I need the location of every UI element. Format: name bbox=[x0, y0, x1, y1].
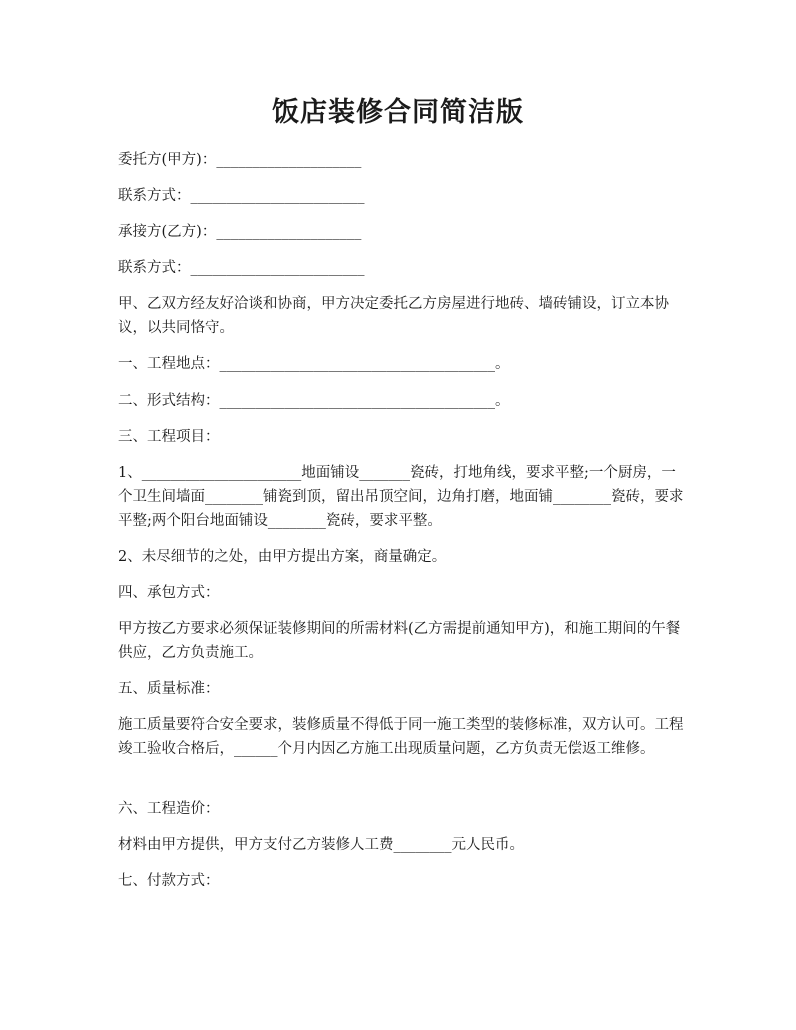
party-a-line: 委托方(甲方)：____________________ bbox=[118, 152, 362, 168]
project-item-2: 2、未尽细节的之处，由甲方提出方案，商量确定。 bbox=[118, 549, 447, 565]
party-b-line: 承接方(乙方)：____________________ bbox=[118, 224, 362, 240]
project-item-1: 1、______________________地面铺设_______瓷砖，打地角线，要求平整;一个厨房，一个卫生间墙面________铺瓷到顶，留出吊顶空间，边角打磨，地面铺________瓷砖，要求平整;两个阳台地面铺设________瓷砖，要求平整。 bbox=[118, 465, 684, 529]
cost-paragraph: 材料由甲方提供，甲方支付乙方装修人工费________元人民币。 bbox=[118, 837, 524, 853]
section-5-heading: 五、质量标准： bbox=[118, 681, 220, 697]
section-1-location: 一、工程地点：______________________________________。 bbox=[118, 356, 510, 372]
section-2-structure: 二、形式结构：______________________________________。 bbox=[118, 393, 510, 409]
document-title: 饭店装修合同简洁版 bbox=[272, 97, 524, 128]
party-b-contact-line: 联系方式：________________________ bbox=[118, 260, 365, 276]
contract-mode-paragraph: 甲方按乙方要求必须保证装修期间的所需材料(乙方需提前通知甲方)，和施工期间的午餐供应，乙方负责施工。 bbox=[118, 621, 681, 661]
section-4-heading: 四、承包方式： bbox=[118, 585, 220, 601]
section-7-heading: 七、付款方式： bbox=[118, 873, 220, 889]
intro-paragraph: 甲、乙双方经友好洽谈和协商，甲方决定委托乙方房屋进行地砖、墙砖铺设，订立本协议，以共同恪守。 bbox=[118, 296, 669, 336]
party-a-contact-line: 联系方式：________________________ bbox=[118, 188, 365, 204]
section-6-heading: 六、工程造价： bbox=[118, 801, 220, 817]
section-3-heading: 三、工程项目： bbox=[118, 429, 220, 445]
quality-paragraph: 施工质量要符合安全要求，装修质量不得低于同一施工类型的装修标准，双方认可。工程竣工验收合格后，______个月内因乙方施工出现质量问题，乙方负责无偿返工维修。 bbox=[118, 717, 684, 757]
